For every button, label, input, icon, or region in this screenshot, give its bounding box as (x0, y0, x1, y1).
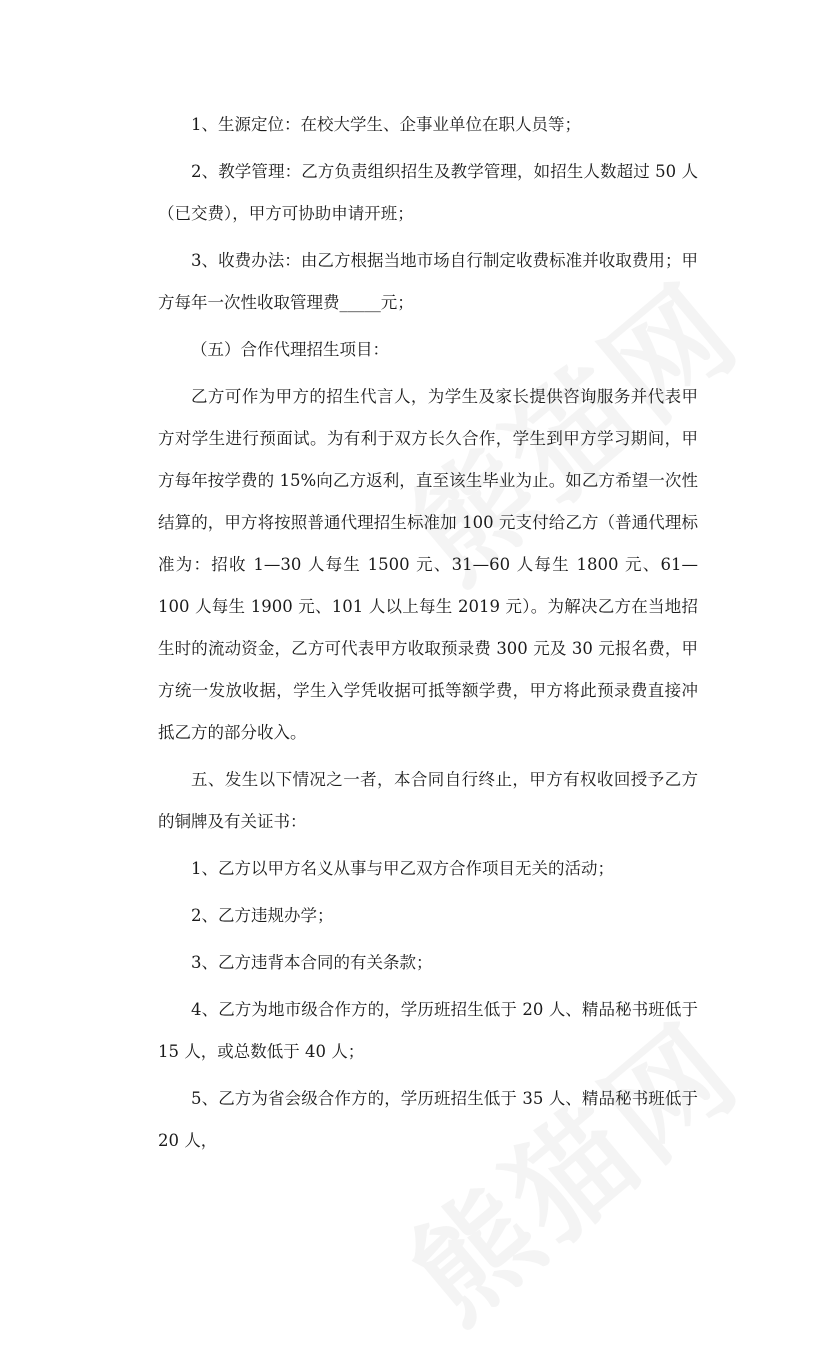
termination-item-3: 3、乙方违背本合同的有关条款； (191, 953, 433, 972)
paragraph-1: 1、生源定位：在校大学生、企事业单位在职人员等； (191, 115, 581, 134)
termination-item-5: 5、乙方为省会级合作方的，学历班招生低于 35 人、精品秘书班低于 20 人， (158, 1089, 698, 1150)
document-body (158, 104, 698, 1167)
paragraph-3: 3、收费办法：由乙方根据当地市场自行制定收费标准并收取费用；甲方每年一次性收取管理费_____元； (158, 251, 698, 312)
termination-item-2: 2、乙方违规办学； (191, 906, 334, 925)
paragraph-agency: 乙方可作为甲方的招生代言人，为学生及家长提供咨询服务并代表甲方对学生进行预面试。为有利于双方长久合作，学生到甲方学习期间，甲方每年按学费的 15%向乙方返利，直至该生毕业为止。如乙方希望一次性结算的，甲方将按照普通代理招生标准加 100 元支付给乙方（普通代理标准为：招收 1—30 人每生 1500 元、31—60 人每生 1800 元、61—100 人每生 1900 元、101 人以上每生 2019 元）。为解决乙方在当地招生时的流动资金，乙方可代表甲方收取预录费 300 元及 30 元报名费，甲方统一发放收据，学生入学凭收据可抵等额学费，甲方将此预录费直接冲抵乙方的部分收入。 (158, 387, 698, 742)
section-heading-5: （五）合作代理招生项目： (191, 340, 389, 359)
paragraph-2: 2、教学管理：乙方负责组织招生及教学管理，如招生人数超过 50 人（已交费），甲方可协助申请开班； (158, 162, 698, 223)
termination-item-1: 1、乙方以甲方名义从事与甲乙双方合作项目无关的活动； (191, 859, 614, 878)
termination-item-4: 4、乙方为地市级合作方的，学历班招生低于 20 人、精品秘书班低于 15 人，或总数低于 40 人； (158, 1000, 698, 1061)
section-heading-termination: 五、发生以下情况之一者，本合同自行终止，甲方有权收回授予乙方的铜牌及有关证书： (158, 770, 698, 831)
